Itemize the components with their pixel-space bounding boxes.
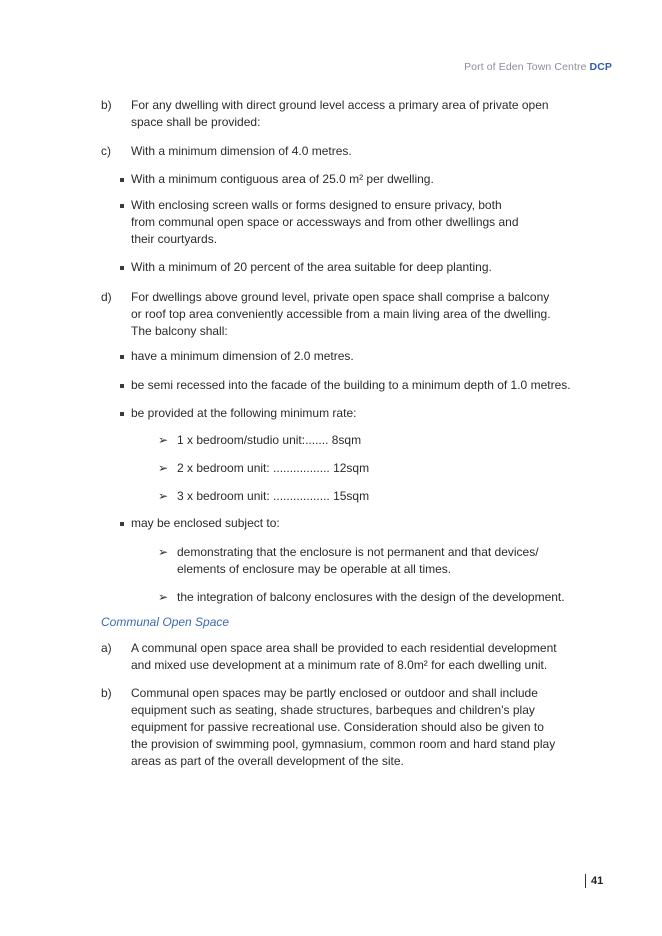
c-bullet-2-text: With enclosing screen walls or forms designed to ensure privacy, both from communal open space or accessways and from other dwellings and their courtyards. (131, 198, 519, 246)
item-b-text: For any dwelling with direct ground level access a primary area of private open space shall be provided: (131, 98, 549, 129)
header-dcp: DCP (589, 61, 612, 73)
item-c-text: With a minimum dimension of 4.0 metres. (131, 144, 352, 158)
bullet-square-icon (120, 384, 124, 388)
communal-a-marker: a) (101, 641, 112, 655)
arrow-bullet-icon: ➢ (158, 590, 169, 604)
rate-1: 1 x bedroom/studio unit:....... 8sqm (177, 433, 362, 447)
arrow-bullet-icon: ➢ (158, 545, 169, 559)
page-number: 41 (585, 874, 603, 888)
rate-2: 2 x bedroom unit: ................. 12sqm (177, 461, 370, 475)
c-bullet-3: With a minimum of 20 percent of the area suitable for deep planting. (131, 260, 492, 274)
arrow-bullet-icon: ➢ (158, 433, 169, 447)
item-d-marker: d) (101, 290, 112, 304)
item-c-marker: c) (101, 144, 111, 158)
d-bullet-3: be provided at the following minimum rate: (131, 406, 357, 420)
bullet-square-icon (120, 522, 124, 526)
c-bullet-2 (131, 197, 527, 248)
bullet-square-icon (120, 178, 124, 182)
communal-b-text: Communal open spaces may be partly enclosed or outdoor and shall include equipment such as seating, shade structures, barbeques and children's play equipment for passive recreational use. Consideration should also be given to the provision of swimming pool, gymnasium, common room and hard stand play areas as part of the overall development of the site. (131, 686, 556, 768)
bullet-square-icon (120, 266, 124, 270)
c-bullet-1: With a minimum contiguous area of 25.0 m² per dwelling. (131, 172, 434, 186)
enclosure-2: the integration of balcony enclosures with the design of the development. (177, 590, 565, 604)
communal-b-marker: b) (101, 686, 112, 700)
d-bullet-1: have a minimum dimension of 2.0 metres. (131, 349, 354, 363)
bullet-square-icon (120, 204, 124, 208)
bullet-square-icon (120, 412, 124, 416)
item-d-text: For dwellings above ground level, private open space shall comprise a balcony or roof top area conveniently accessible from a main living area of the dwelling. The balcony shall: (131, 290, 551, 338)
communal-a-text: A communal open space area shall be provided to each residential development and mixed use development at a minimum rate of 8.0m² for each dwelling unit. (131, 641, 557, 672)
page-header (464, 61, 612, 73)
d-bullet-2: be semi recessed into the facade of the building to a minimum depth of 1.0 metres. (131, 378, 571, 392)
header-title: Port of Eden Town Centre (464, 61, 587, 73)
item-b-marker: b) (101, 98, 112, 112)
enclosure-1: demonstrating that the enclosure is not permanent and that devices/ elements of enclosure may be operable at all times. (177, 545, 539, 576)
rate-3: 3 x bedroom unit: ................. 15sqm (177, 489, 370, 503)
section-heading-communal: Communal Open Space (101, 615, 230, 629)
arrow-bullet-icon: ➢ (158, 461, 169, 475)
arrow-bullet-icon: ➢ (158, 489, 169, 503)
bullet-square-icon (120, 355, 124, 359)
d-bullet-4: may be enclosed subject to: (131, 516, 280, 530)
